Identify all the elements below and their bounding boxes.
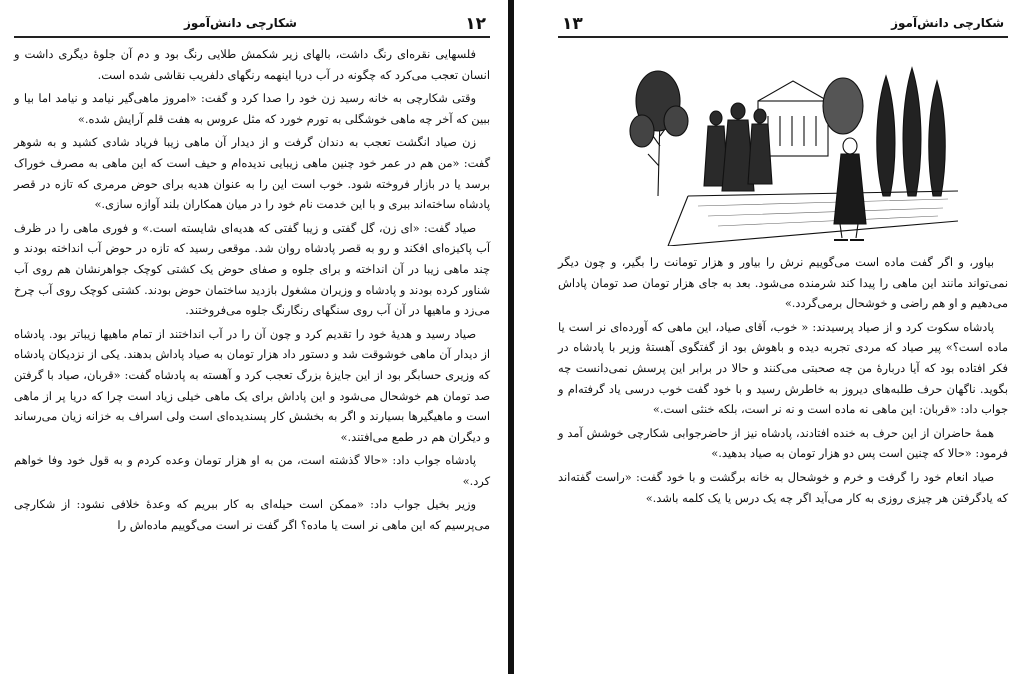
page-body [558, 252, 1008, 508]
paragraph: پادشاه جواب داد: «حالا گذشته است، من به او هزار تومان وعده کردم و به قول خود وفا خواهم کرد.» [14, 453, 490, 488]
left-page [0, 0, 508, 674]
paragraph: صیاد گفت: «ای زن، گل گفتی و زیبا گفتی که هدیه‌ای شایسته است.» و فوری ماهی را در ظرف آب پاکیزه‌ای افکند و رو به قصر پادشاه روان شد. موقعی رسید که تازه در حوض آب انداخته بودند و چند ماهی زیبا در آن انداخته و برای جلوه و صفای حوض یک کشتی کوچک جواهرنشان هم روی آب شناور کرده بودند و پادشاه و وزیران مشغول بازدید ساختمان حوض بودند. کشتی کوچک روی آب چرخ می‌زد و ماهیها در آن آب روی سنگهای رنگارنگ جلوه می‌فروختند. [14, 220, 490, 318]
paragraph: وقتی شکارچی به خانه رسید زن خود را صدا کرد و گفت: «امروز ماهی‌گیر نیامد و نیامد اما بیا و ببین که آخر چه ماهی خوشگلی به تورم خورد که مثل عروس به هفت قلم آرایش شده.» [14, 91, 490, 126]
paragraph: بیاور، و اگر گفت ماده است می‌گوییم نرش را بیاور و هزار تومانت را بگیر، و چون دیگر نمی‌تواند مانند این ماهی را پیدا کند شرمنده می‌شود. بعد به جای هزار تومان صد تومان پاداش می‌دهیم و او هم راضی و خوشحال برمی‌گردد.» [558, 255, 1008, 311]
page-header [558, 14, 1008, 38]
page-body [14, 44, 490, 536]
page-number: ۱۳ [562, 14, 583, 34]
right-page [514, 0, 1024, 674]
paragraph: صیاد رسید و هدیهٔ خود را تقدیم کرد و چون آن را در آب انداختند از تمام ماهیها زیباتر بود. پادشاه از دیدار آن ماهی خوشوقت شد و دستور داد هزار تومان به صیاد پاداش بدهند. یکی از نزدیکان پادشاه که وزیری حسابگر بود از این جایزهٔ بزرگ تعجب کرد و آهسته به پادشاه گفت: «قربان، صیاد با گرفتن صد تومان هم خوشحال می‌شود و این پاداش برای یک ماهی خیلی زیاد است چرا که دریا پر از ماهی است و ماهیگیرها بسیارند و اگر به بخشش کار پسندیده‌ای است ولی اسراف به خزانه زیان می‌رساند و دیگران هم در طمع می‌افتند.» [14, 326, 490, 444]
page-number: ۱۲ [465, 14, 486, 34]
paragraph: پادشاه سکوت کرد و از صیاد پرسیدند: « خوب، آقای صیاد، این ماهی که آورده‌ای نر است یا ماده است؟» پیر صیاد که مردی تجربه دیده و باهوش بود از گفتگوی آهستهٔ وزیر با پادشاه در فکر افتاده بود که آیا دربارهٔ من چه صحبتی می‌کنند و حالا در برابر این پرسش نمی‌دانست چه بگوید. ناگهان حرف طلبه‌های دیروز به خاطرش رسید و با خود گفت خوب درسی یاد گرفته‌ام و جواب داد: «قربان: این ماهی نه ماده است و نه نر است، بلکه خنثی است.» [558, 319, 1008, 417]
paragraph: صیاد انعام خود را گرفت و خرم و خوشحال به خانه برگشت و با خود گفت: «راست گفته‌اند که یادگرفتن هر چیزی روزی به کار می‌آید اگر چه یک درس یا یک کلمه باشد.» [558, 469, 1008, 505]
paragraph: وزیر بخیل جواب داد: «ممکن است حیله‌ای به کار ببریم که وعدهٔ خلافی نشود: از شکارچی می‌پرسیم که این ماهی نر است یا ماده؟ اگر گفت نر است می‌گوییم ماده‌اش را [14, 497, 490, 533]
paragraph: فلسهایی نقره‌ای رنگ داشت، بالهای زیر شکمش طلایی رنگ بود و دم آن جلوهٔ دیگری داشت و انسان تعجب می‌کرد که چگونه در آب دریا اینهمه رنگهای دلفریب نقاشی شده است. [14, 47, 490, 82]
running-title: شکارچی دانش‌آموز [184, 16, 297, 30]
running-title: شکارچی دانش‌آموز [891, 16, 1004, 30]
palace-garden-illustration [628, 46, 958, 246]
paragraph: زن صیاد انگشت تعجب به دندان گرفت و از دیدار آن ماهی زیبا فریاد شادی کشید و به شوهر گفت: «من هم در عمر خود چنین ماهی زیبایی ندیده‌ام و حیف است که این ماهی به مصرف خوراک برسد یا در بازار فروخته شود. خوب است این را به عنوان هدیه برای حوض مرمری که تازه در قصر پادشاه ساخته‌اند ببری و با این خدمت نام خود را در میان همکاران بلند آوازه سازی.» [14, 135, 490, 212]
paragraph: همهٔ حاضران از این حرف به خنده افتادند، پادشاه نیز از حاضرجوابی شکارچی خوشش آمد و فرمود: «حالا که چنین است پس دو هزار تومان به صیاد بدهید.» [558, 425, 1008, 461]
page-header [14, 14, 490, 38]
